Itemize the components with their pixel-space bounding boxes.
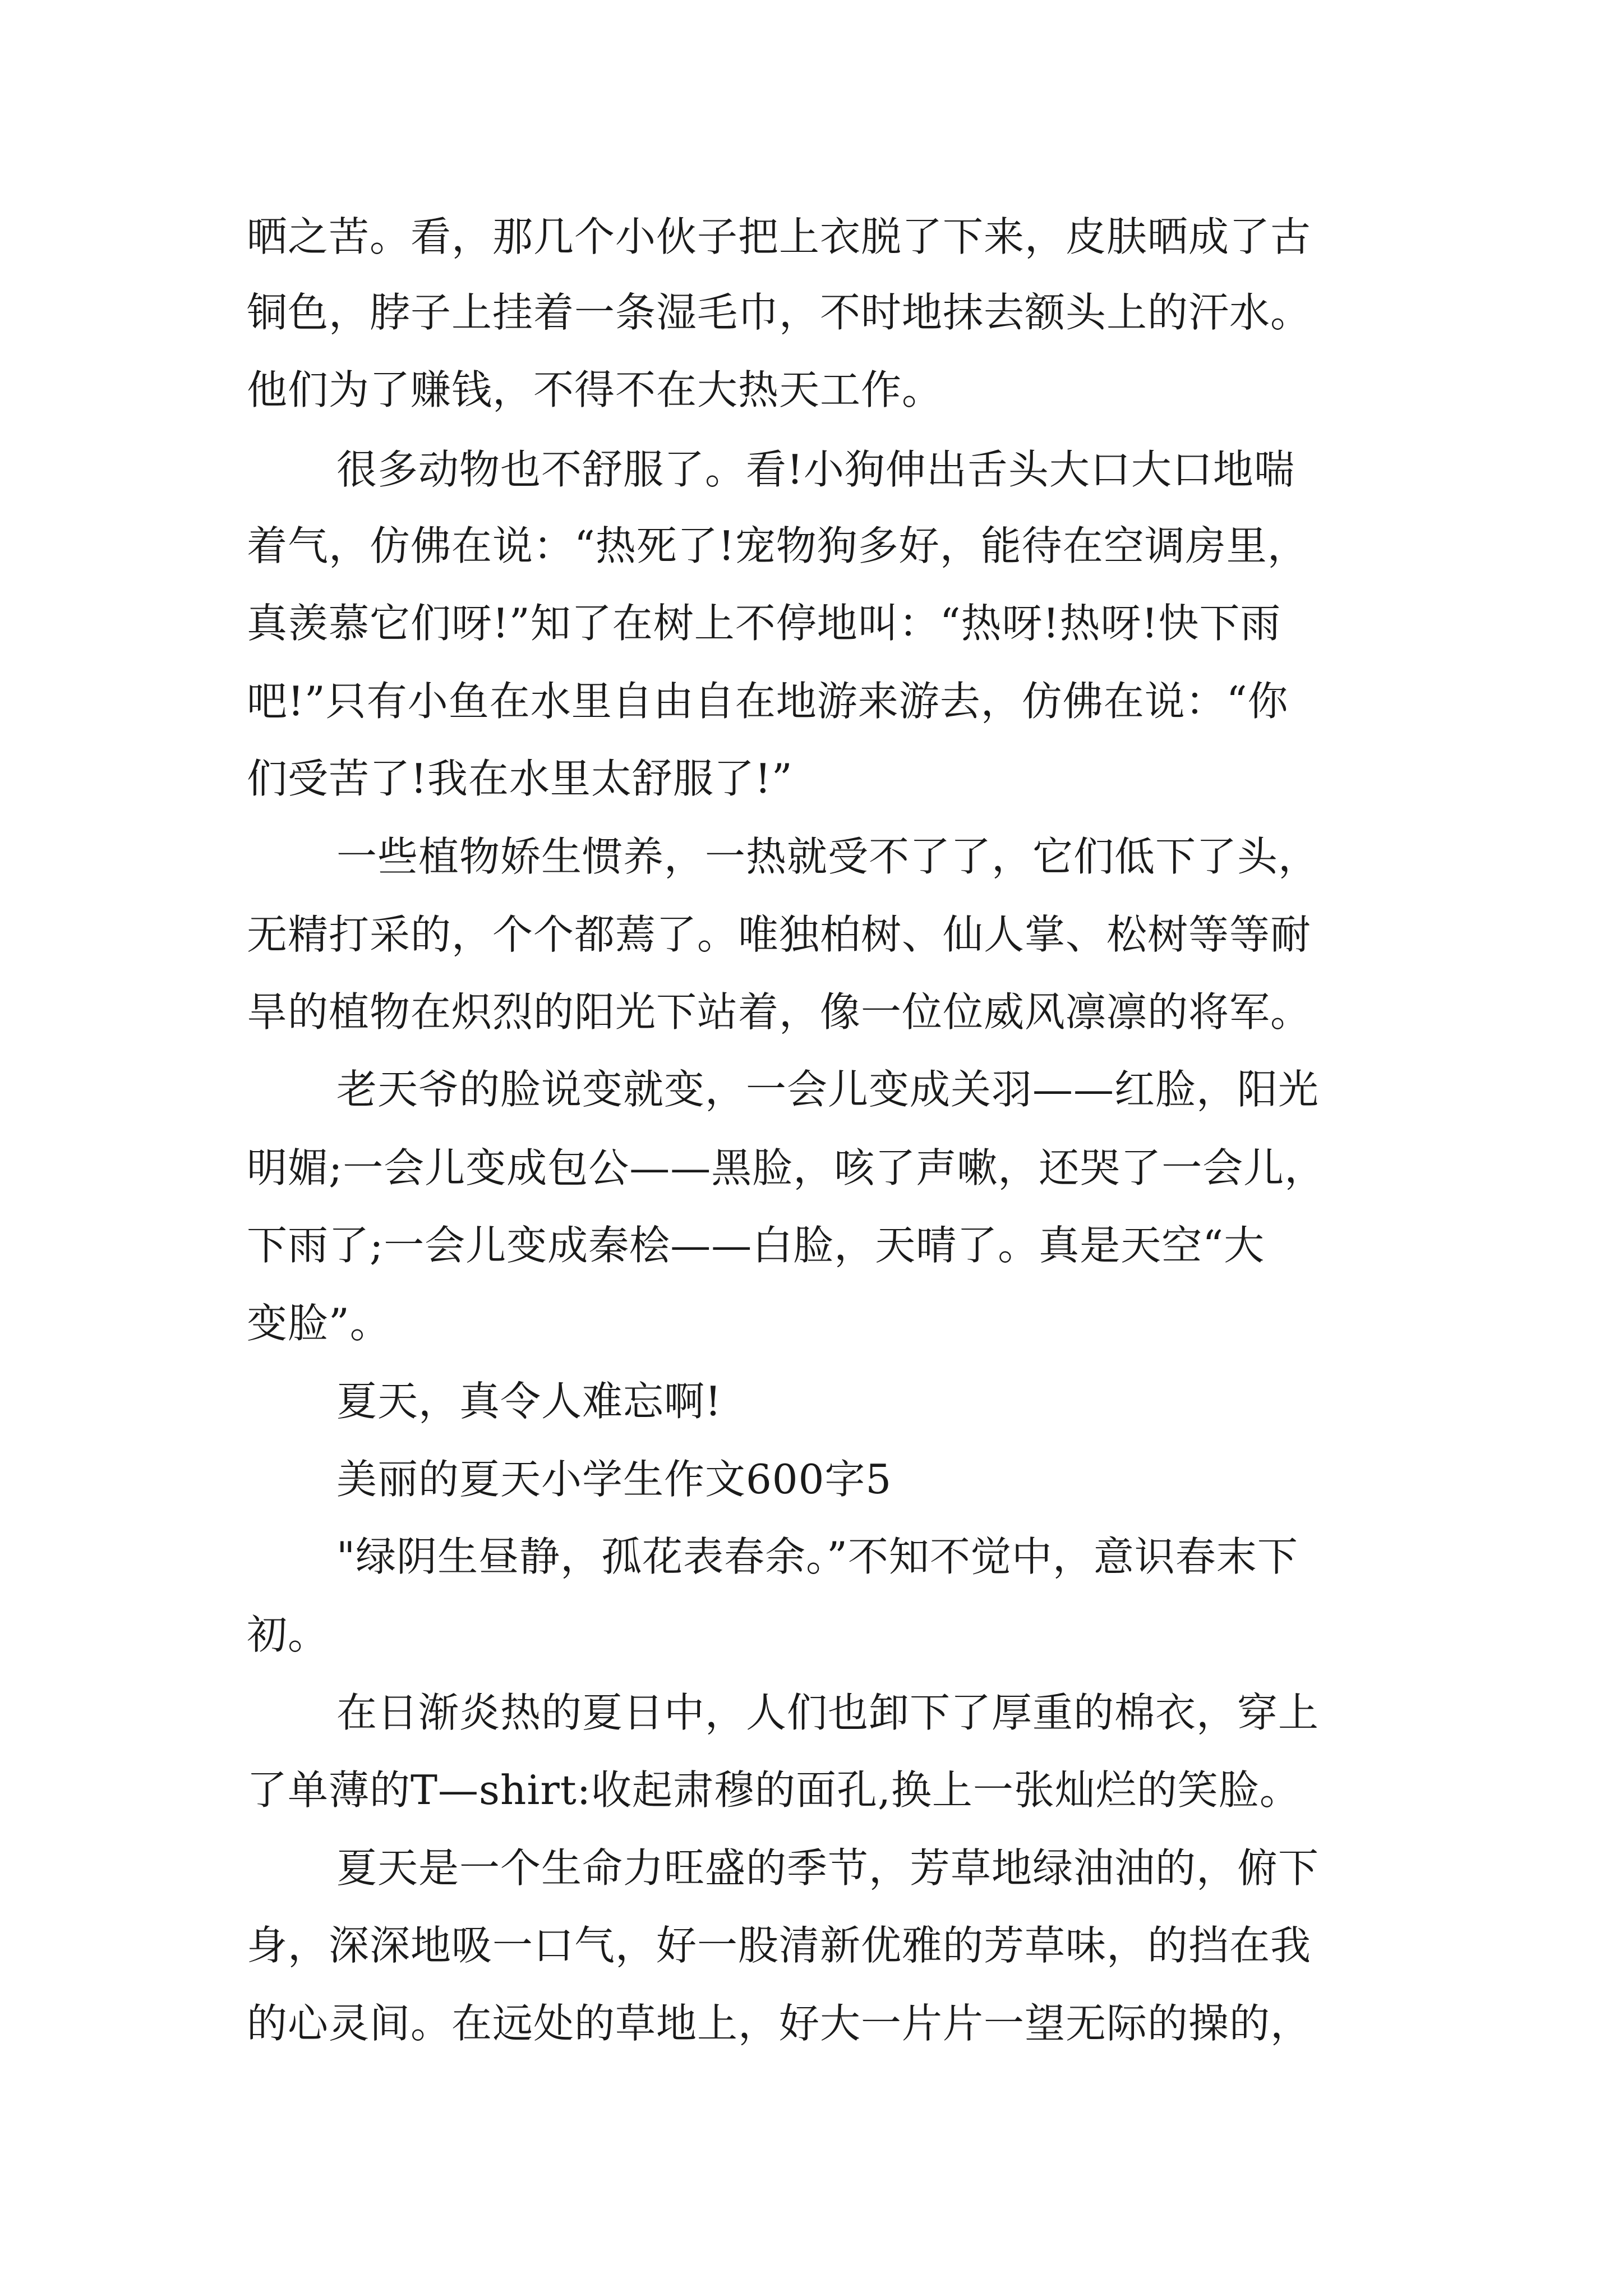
section-heading: 美丽的夏天小学生作文600字5 xyxy=(336,1456,892,1503)
text-line: 明媚;一会儿变成包公——黑脸，咳了声嗽，还哭了一会儿， xyxy=(247,1144,1326,1191)
text-line: 无精打采的，个个都蔫了。唯独柏树、仙人掌、松树等等耐 xyxy=(247,911,1312,958)
text-line: 变脸”。 xyxy=(247,1300,391,1347)
text-line: 身，深深地吸一口气，好一股清新优雅的芳草味，的挡在我 xyxy=(247,1922,1312,1969)
text-line: 着气，仿佛在说：“热死了!宠物狗多好，能待在空调房里， xyxy=(247,522,1308,569)
text-line: 下雨了;一会儿变成秦桧——白脸，天晴了。真是天空“大 xyxy=(247,1222,1265,1269)
text-line: 很多动物也不舒服了。看!小狗伸出舌头大口大口地喘 xyxy=(336,446,1295,493)
text-line: 他们为了赚钱，不得不在大热天工作。 xyxy=(247,366,943,413)
text-line: 吧!”只有小鱼在水里自由自在地游来游去，仿佛在说：“你 xyxy=(247,678,1289,725)
text-line: 老天爷的脸说变就变，一会儿变成关羽——红脸，阳光 xyxy=(336,1066,1320,1113)
text-line: 铜色，脖子上挂着一条湿毛巾，不时地抹去额头上的汗水。 xyxy=(247,289,1312,336)
text-line: "绿阴生昼静，孤花表春余。”不知不觉中，意识春末下 xyxy=(336,1533,1298,1580)
text-line: 晒之苦。看，那几个小伙子把上衣脱了下来，皮肤晒成了古 xyxy=(247,213,1312,260)
text-line: 初。 xyxy=(247,1611,329,1658)
text-line: 在日渐炎热的夏日中，人们也卸下了厚重的棉衣，穿上 xyxy=(336,1689,1320,1736)
text-line: 一些植物娇生惯养，一热就受不了了，它们低下了头， xyxy=(336,833,1320,880)
text-line: 了单薄的T—shirt:收起肃穆的面孔,换上一张灿烂的笑脸。 xyxy=(247,1766,1301,1814)
text-line: 夏天，真令人难忘啊! xyxy=(336,1378,722,1425)
text-line: 的心灵间。在远处的草地上，好大一片片一望无际的操的， xyxy=(247,2000,1312,2047)
text-line: 夏天是一个生命力旺盛的季节，芳草地绿油油的，俯下 xyxy=(336,1844,1320,1892)
text-line: 们受苦了!我在水里太舒服了!” xyxy=(247,755,793,802)
text-line: 真羡慕它们呀!”知了在树上不停地叫：“热呀!热呀!快下雨 xyxy=(247,600,1281,647)
text-line: 旱的植物在炽烈的阳光下站着，像一位位威风凛凛的将军。 xyxy=(247,988,1312,1036)
